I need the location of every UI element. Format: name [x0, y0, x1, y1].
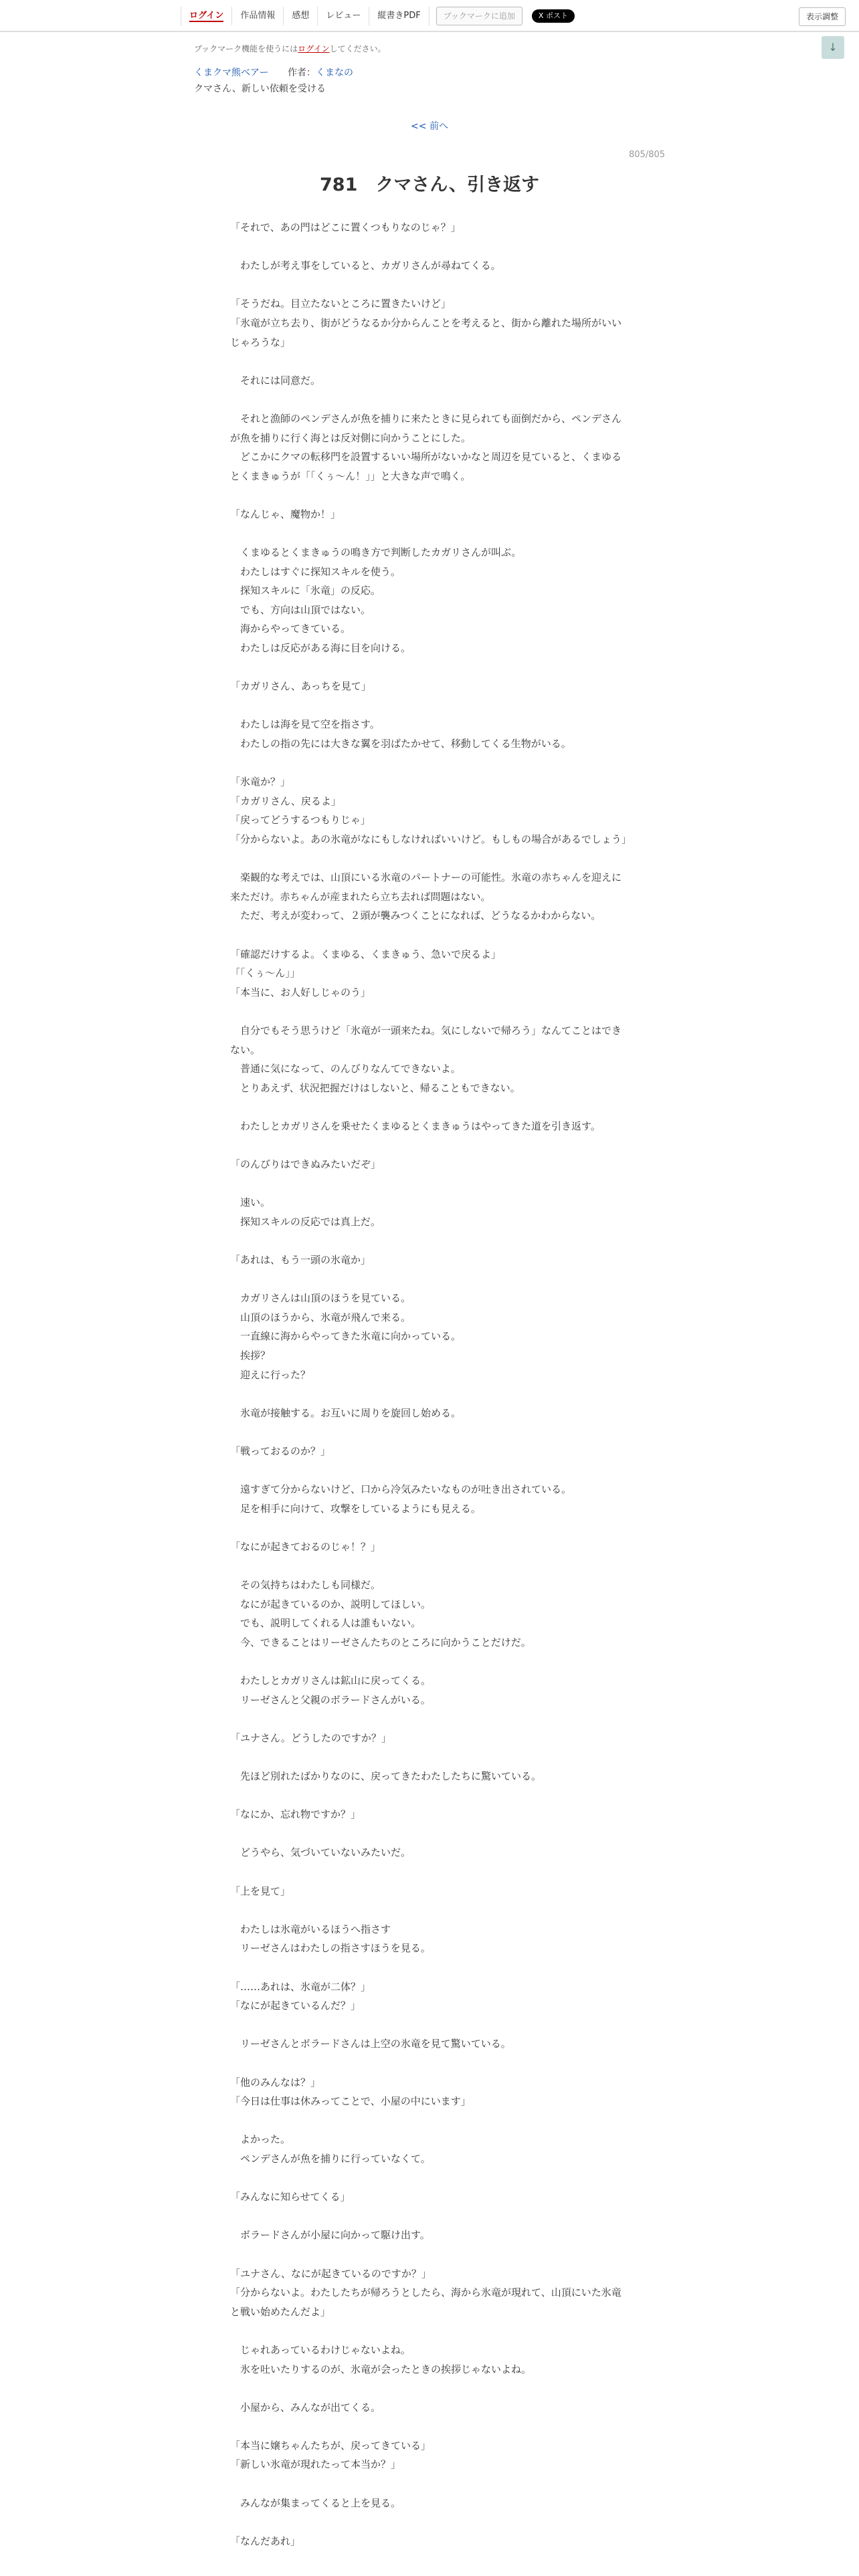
text-line: 「「くぅ〜ん」」: [230, 967, 300, 980]
text-line: 「みんなに知らせてくる」: [230, 2191, 351, 2204]
text-line: 楽観的な考えでは、山頂にいる氷竜のパートナーの可能性。氷竜の赤ちゃんを迎えに来ただけ。赤ちゃんが産まれたら立ち去れば問題はない。: [230, 871, 622, 903]
blank-line: [230, 2169, 629, 2188]
text-line: 「なにか、忘れ物ですか？」: [230, 1808, 361, 1821]
text-line: 「氷竜か？」: [230, 776, 291, 788]
novel-body: [230, 218, 632, 2551]
blank-line: [230, 1709, 629, 1729]
blank-line: [230, 2512, 629, 2532]
arrow-down-icon: ↓: [828, 41, 838, 53]
blank-line: [230, 1270, 629, 1289]
text-line: 探知スキルに「氷竜」の反応。: [230, 584, 381, 597]
text-line: 今、できることはリーゼさんたちのところに向かうことだけだ。: [230, 1636, 531, 1648]
text-line: わたしとカガリさんを乗せたくまゆるとくまきゅうはやってきた道を引き返す。: [230, 1119, 601, 1132]
blank-line: [230, 1786, 629, 1806]
text-line: 「なんだあれ」: [230, 2535, 301, 2547]
text-line: 「分からないよ。あの氷竜がなにもしなければいいけど。もしもの場合があるでしょう」: [230, 833, 632, 845]
blank-line: [230, 2417, 629, 2436]
text-line: それには同意だ。: [230, 374, 321, 387]
text-line: 「戻ってどうするつもりじゃ」: [230, 814, 371, 827]
blank-line: [230, 1652, 629, 1672]
text-line: ただ、考えが変わって、２頭が襲みつくことになれば、どうなるかわからない。: [230, 909, 601, 922]
text-line: 一直線に海からやってきた氷竜に向かっている。: [230, 1330, 462, 1343]
blank-line: [230, 1174, 629, 1194]
text-line: 「確認だけするよ。くまゆる、くまきゅう、急いで戻るよ」: [230, 948, 502, 960]
text-line: わたしの指の先には大きな翼を羽ばたかせて、移動してくる生物がいる。: [230, 738, 571, 750]
text-line: 「本当に、お人好しじゃのう」: [230, 986, 371, 998]
blank-line: [230, 2054, 629, 2073]
text-line: 「氷竜が立ち去り、街がどうなるか分からんことを考えると、街から離れた場所がいいじゃろうな」: [230, 316, 622, 348]
text-line: 速い。: [230, 1196, 271, 1209]
text-line: 自分でもそう思うけど「氷竜が一頭来たね。気にしないで帰ろう」なんてことはできない。: [230, 1024, 622, 1056]
text-line: 「なにが起きているんだ？」: [230, 2000, 361, 2012]
previous-page-link[interactable]: << 前へ: [411, 121, 448, 132]
blank-line: [230, 2207, 629, 2226]
nav-work-info[interactable]: 作品情報: [232, 7, 284, 25]
text-line: 海からやってきている。: [230, 623, 351, 635]
text-line: 「戦っておるのか？」: [230, 1445, 331, 1457]
text-line: 「カガリさん、あっちを見て」: [230, 680, 371, 693]
x-share-button[interactable]: X ポスト: [532, 9, 575, 23]
text-line: でも、説明してくれる人は誰もいない。: [230, 1617, 421, 1630]
text-line: 氷竜が接触する。お互いに周りを旋回し始める。: [230, 1406, 462, 1419]
text-line: 先ほど別れたばかりなのに、戻ってきたわたしたちに驚いている。: [230, 1770, 542, 1783]
text-line: それと漁師のペンデさんが魚を捕りに来たときに見られても面倒だから、ペンデさんが魚を捕りに行く海とは反対側に向かうことにした。: [230, 412, 622, 444]
text-line: 「上を見て」: [230, 1885, 291, 1897]
text-line: 「新しい氷竜が現れたって本当か？」: [230, 2458, 401, 2471]
blank-line: [230, 696, 629, 716]
text-line: わたしは氷竜がいるほうへ指さす: [230, 1923, 391, 1935]
blank-line: [230, 1824, 629, 1844]
text-line: じゃれあっているわけじゃないよね。: [230, 2343, 411, 2356]
text-line: 「それで、あの門はどこに置くつもりなのじゃ？」: [230, 221, 461, 233]
blank-line: [230, 390, 629, 409]
blank-line: [230, 1518, 629, 1537]
text-line: わたしとカガリさんは鉱山に戻ってくる。: [230, 1675, 432, 1687]
top-navigation-bar: [0, 0, 859, 32]
author-link[interactable]: くまなの: [316, 68, 354, 78]
blank-line: [230, 276, 629, 295]
blank-line: [230, 2111, 629, 2131]
blank-line: [230, 1958, 629, 1977]
text-line: 「分からないよ。わたしたちが帰ろうとしたら、海から氷竜が現れて、山頂にいた氷竜と戦い始めたんだよ」: [230, 2286, 622, 2318]
blank-line: [230, 1862, 629, 1882]
blank-line: [230, 1136, 629, 1156]
text-line: 「のんびりはできぬみたいだぞ」: [230, 1158, 381, 1171]
blank-line: [230, 1901, 629, 1920]
nav-impressions[interactable]: 感想: [284, 7, 318, 25]
login-link[interactable]: ログイン: [181, 7, 232, 25]
global-nav: [181, 6, 575, 26]
text-line: 「なにが起きておるのじゃ！？」: [230, 1540, 381, 1553]
blank-line: [230, 754, 629, 773]
text-line: でも、方向は山頂ではない。: [230, 603, 371, 616]
text-line: なにが起きているのか、説明してほしい。: [230, 1598, 432, 1610]
bookmark-login-note: [194, 43, 386, 54]
text-line: わたしは海を見て空を指さす。: [230, 718, 380, 731]
text-line: よかった。: [230, 2133, 291, 2146]
text-line: 迎えに行った？: [230, 1368, 311, 1381]
scroll-down-button[interactable]: [822, 36, 844, 59]
text-line: 普通に気になって、のんびりなんてできないよ。: [230, 1063, 461, 1075]
text-line: その気持ちはわたしも同様だ。: [230, 1579, 381, 1592]
blank-line: [230, 486, 629, 505]
blank-line: [230, 1002, 629, 1021]
text-line: リーゼさんと父親のボラードさんがいる。: [230, 1693, 431, 1706]
text-line: ペンデさんが魚を捕りに行っていなくて。: [230, 2152, 431, 2165]
text-line: 山頂のほうから、氷竜が飛んで来る。: [230, 1311, 411, 1323]
blank-line: [230, 1557, 629, 1576]
blank-line: [230, 1748, 629, 1767]
text-line: リーゼさんとボラードさんは上空の氷竜を見て驚いている。: [230, 2038, 511, 2050]
blank-line: [230, 2016, 629, 2035]
blank-line: [230, 1384, 629, 1404]
display-settings-button[interactable]: 表示調整: [799, 7, 846, 26]
text-line: 「なんじゃ、魔物か！」: [230, 508, 341, 520]
blank-line: [230, 1097, 629, 1117]
text-line: 「ユナさん、なにが起きているのですか？」: [230, 2267, 432, 2280]
text-line: 「今日は仕事は休みってことで、小屋の中にいます」: [230, 2095, 471, 2108]
chapter-group-title: クマさん、新しい依頼を受ける: [194, 84, 326, 94]
text-line: ボラードさんが小屋に向かって駆け出す。: [230, 2229, 430, 2242]
text-line: わたしが考え事をしていると、カガリさんが尋ねてくる。: [230, 259, 501, 272]
text-line: 挨拶？: [230, 1350, 271, 1362]
text-line: どうやら、気づいていないみたいだ。: [230, 1846, 411, 1859]
text-line: どこかにクマの転移門を設置するいい場所がないかなと周辺を見ていると、くまゆるとくまきゅうが「「くぅ〜ん！」」と大きな声で鳴く。: [230, 451, 622, 482]
blank-line: [230, 2245, 629, 2264]
text-line: 「本当に嬢ちゃんたちが、戻ってきている」: [230, 2439, 432, 2452]
text-line: 遠すぎて分からないけど、口から冷気みたいなものが吐き出されている。: [230, 1483, 572, 1496]
blank-line: [230, 849, 629, 869]
chapter-title: 781 クマさん、引き返す: [320, 175, 539, 195]
text-line: 「カガリさん、戻るよ」: [230, 794, 341, 807]
page-counter: 805/805: [629, 150, 666, 160]
text-line: 「ユナさん。どうしたのですか？」: [230, 1731, 391, 1744]
blank-line: [230, 237, 629, 257]
blank-line: [230, 1422, 629, 1442]
nav-review[interactable]: レビュー: [318, 7, 369, 25]
add-bookmark-button[interactable]: ブックマークに追加: [436, 7, 522, 25]
blank-line: [230, 524, 629, 544]
blank-line: [230, 1461, 629, 1481]
text-line: 「あれは、もう一頭の氷竜か」: [230, 1254, 371, 1267]
text-line: カガリさんは山頂のほうを見ている。: [230, 1292, 411, 1305]
text-line: わたしは反応がある海に目を向ける。: [230, 642, 411, 655]
text-line: 「……あれは、氷竜が二体？」: [230, 1980, 371, 1993]
blank-line: [230, 658, 629, 677]
text-line: 足を相手に向けて、攻撃をしているようにも見える。: [230, 1502, 481, 1515]
text-line: みんなが集まってくると上を見る。: [230, 2496, 401, 2509]
text-line: 小屋から、みんなが出てくる。: [230, 2401, 381, 2413]
series-info: [194, 66, 353, 79]
blank-line: [230, 1231, 629, 1251]
blank-line: [230, 2379, 629, 2398]
blank-line: [230, 352, 629, 371]
text-line: わたしはすぐに探知スキルを使う。: [230, 565, 401, 578]
blank-line: [230, 2474, 629, 2494]
author-label: 作者：: [288, 68, 316, 78]
nav-vertical-pdf[interactable]: 縦書きPDF: [369, 7, 429, 25]
bookmark-note-text: ブックマーク機能を使うには: [194, 44, 298, 53]
text-line: 「他のみんなは？」: [230, 2076, 321, 2088]
blank-line: [230, 926, 629, 945]
text-line: くまゆるとくまきゅうの鳴き方で判断したカガリさんが叫ぶ。: [230, 546, 522, 559]
text-line: リーゼさんはわたしの指さすほうを見る。: [230, 1942, 431, 1955]
blank-line: [230, 2321, 629, 2341]
bookmark-note-suffix: してください。: [329, 44, 386, 53]
text-line: 探知スキルの反応では真上だ。: [230, 1215, 381, 1228]
text-line: 「そうだね。目立たないところに置きたいけど」: [230, 298, 452, 310]
text-line: とりあえず、状況把握だけはしないと、帰ることもできない。: [230, 1081, 520, 1094]
text-line: 氷を吐いたりするのが、氷竜が会ったときの挨拶じゃないよね。: [230, 2363, 532, 2375]
series-title-link[interactable]: くまクマ熊ベアー: [194, 68, 269, 78]
bookmark-login-link[interactable]: ログイン: [298, 44, 330, 53]
